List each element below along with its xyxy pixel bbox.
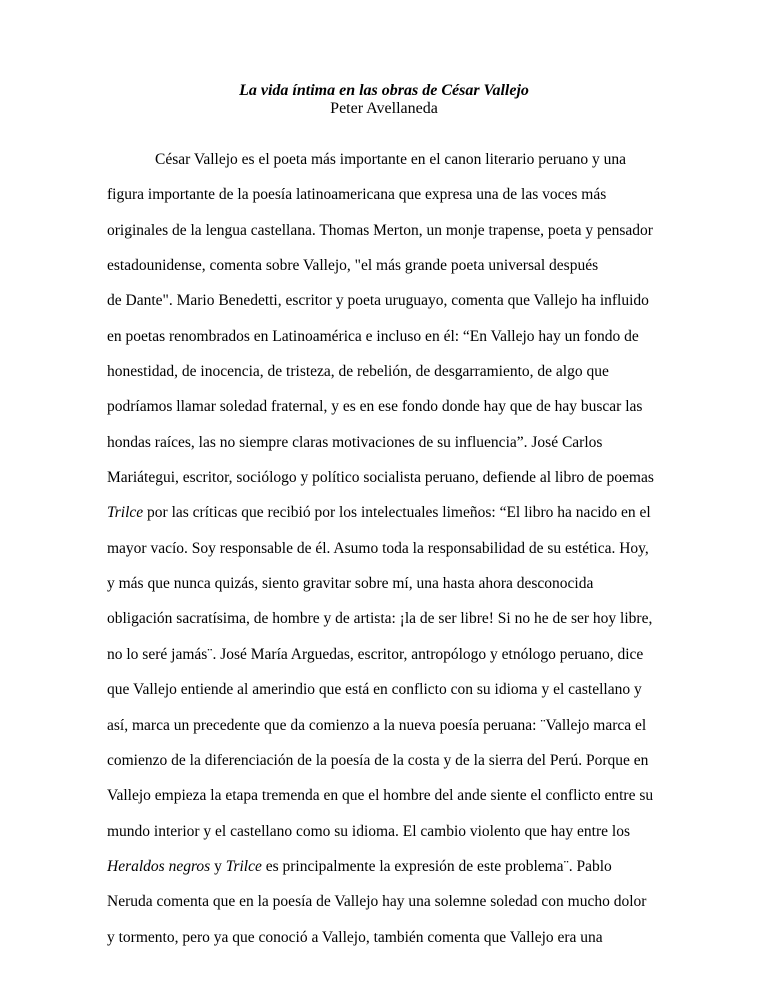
line-text: obligación sacratísima, de hombre y de artista: ¡la de ser libre! Si no he de ser hoy libre,: [107, 610, 653, 628]
line-text: originales de la lengua castellana. Thomas Merton, un monje trapense, poeta y pensador: [107, 221, 653, 239]
text-line: [107, 716, 667, 751]
text-line: [107, 256, 667, 291]
text-line: [107, 928, 667, 963]
line-text: en poetas renombrados en Latinoamérica e incluso en él: “En Vallejo hay un fondo de: [107, 327, 639, 345]
line-text: estadounidense, comenta sobre Vallejo, "el más grande poeta universal después: [107, 257, 599, 275]
italic-title-text: Heraldos negros: [107, 857, 211, 875]
line-text: Mariátegui, escritor, sociólogo y político socialista peruano, defiende al libro de poemas: [107, 469, 654, 487]
text-line: [107, 185, 667, 220]
line-text: de Dante". Mario Benedetti, escritor y poeta uruguayo, comenta que Vallejo ha influido: [107, 292, 649, 310]
text-line: [107, 751, 667, 786]
line-text: así, marca un precedente que da comienzo a la nueva poesía peruana: ¨Vallejo marca el: [107, 716, 647, 734]
text-line: [107, 609, 667, 644]
text-line: [107, 539, 667, 574]
line-text: podríamos llamar soledad fraternal, y es en ese fondo donde hay que de hay buscar las: [107, 398, 643, 416]
line-text: figura importante de la poesía latinoamericana que expresa una de las voces más: [107, 186, 607, 204]
line-text: y tormento, pero ya que conoció a Vallejo, también comenta que Vallejo era una: [107, 928, 603, 946]
line-text: hondas raíces, las no siempre claras motivaciones de su influencia”. José Carlos: [107, 433, 603, 451]
text-line: [107, 468, 667, 503]
italic-title-text: Trilce: [225, 857, 262, 875]
line-text: mundo interior y el castellano como su idioma. El cambio violento que hay entre los: [107, 822, 630, 840]
text-line: [107, 150, 667, 185]
line-text: Vallejo empieza la etapa tremenda en que el hombre del ande siente el conflicto entre su: [107, 787, 654, 805]
italic-title-text: Trilce: [107, 504, 144, 522]
text-line: [107, 503, 667, 538]
text-line: [107, 857, 667, 892]
document-title: La vida íntima en las obras de César Vallejo: [239, 82, 529, 99]
line-text: no lo seré jamás¨. José María Arguedas, escritor, antropólogo y etnólogo peruano, dice: [107, 645, 644, 663]
line-text: que Vallejo entiende al amerindio que está en conflicto con su idioma y el castellano y: [107, 681, 642, 699]
text-line: [107, 822, 667, 857]
line-text: y más que nunca quizás, siento gravitar sobre mí, una hasta ahora desconocida: [107, 575, 594, 593]
text-line: [107, 892, 667, 927]
text-line: [107, 433, 667, 468]
line-text: es principalmente la expresión de este problema¨. Pablo: [261, 857, 612, 875]
line-text: y: [210, 857, 226, 875]
text-line: [107, 574, 667, 609]
text-line: [107, 680, 667, 715]
title-block: [0, 82, 768, 118]
text-line: [107, 362, 667, 397]
line-text: por las críticas que recibió por los intelectuales limeños: “El libro ha nacido en el: [143, 504, 651, 522]
line-text: César Vallejo es el poeta más importante en el canon literario peruano y una: [155, 151, 627, 168]
text-line: [107, 221, 667, 256]
line-text: Neruda comenta que en la poesía de Vallejo hay una solemne soledad con mucho dolor: [107, 893, 647, 911]
line-text: mayor vacío. Soy responsable de él. Asumo toda la responsabilidad de su estética. Hoy,: [107, 539, 649, 557]
text-line: [107, 397, 667, 432]
text-line: [107, 327, 667, 362]
text-line: [107, 786, 667, 821]
text-line: [107, 291, 667, 326]
document-author: Peter Avellaneda: [330, 100, 438, 117]
body-paragraph: [107, 150, 667, 963]
line-text: honestidad, de inocencia, de tristeza, de rebelión, de desgarramiento, de algo que: [107, 363, 609, 381]
line-text: comienzo de la diferenciación de la poesía de la costa y de la sierra del Perú. Porque en: [107, 751, 649, 769]
text-line: [107, 645, 667, 680]
